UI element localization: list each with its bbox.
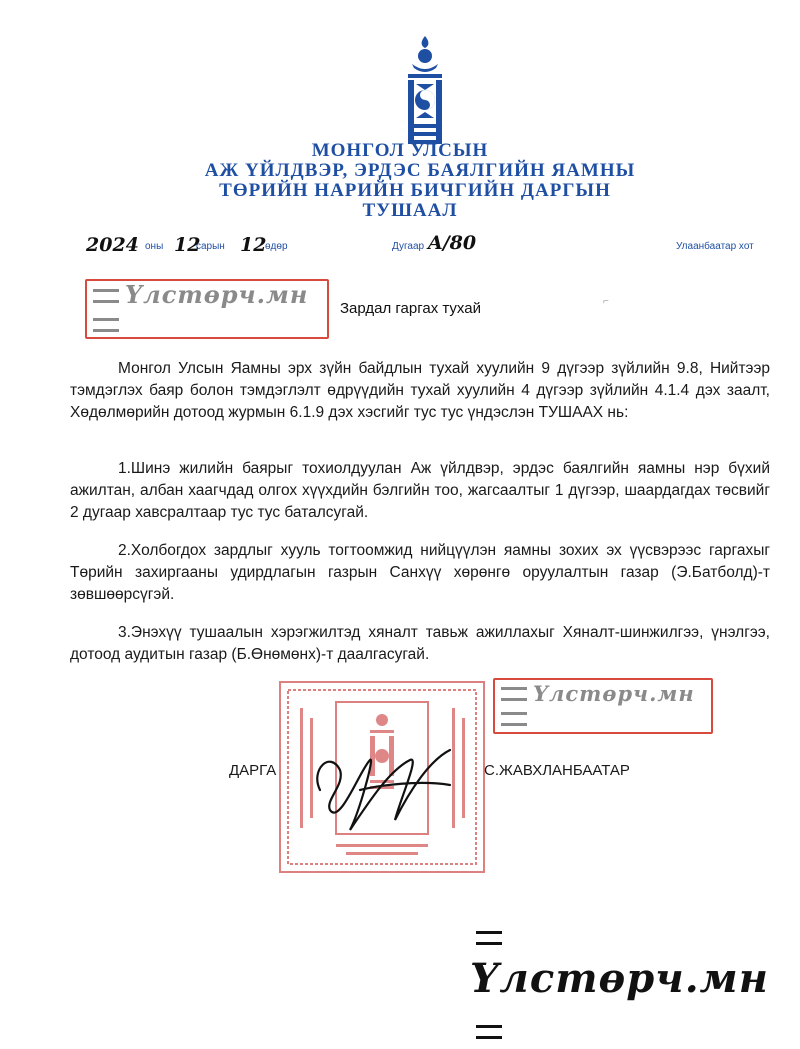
city-label: Улаанбаатар хот [676, 241, 754, 252]
date-month-label: сарын [196, 241, 225, 252]
watermark-text: Үлстөрч.мн [495, 681, 711, 731]
watermark-box [85, 279, 329, 339]
watermark-box [493, 678, 713, 734]
signatory-title: ДАРГА [229, 762, 277, 779]
signatory-name: С.ЖАВХЛАНБААТАР [484, 762, 630, 779]
handwritten-signature-icon [300, 730, 470, 850]
watermark-text: Үлстөрч.мн [87, 280, 327, 338]
date-year: 2024 [86, 234, 139, 256]
watermark-dash-icon [476, 1025, 502, 1039]
watermark-text: Үлстөрч.мн [470, 908, 790, 1049]
watermark-dash-icon [476, 931, 502, 945]
watermark-dash-icon [501, 687, 527, 701]
watermark-dash-icon [93, 318, 119, 332]
header-line-3: ТӨРИЙН НАРИЙН БИЧГИЙН ДАРГЫН [219, 180, 611, 201]
corner-mark-icon: ⌐ [603, 296, 609, 307]
date-day: 12 [240, 234, 267, 256]
number-label: Дугаар [392, 241, 425, 252]
date-day-label: өдөр [265, 241, 288, 252]
watermark-dash-icon [501, 712, 527, 726]
order-item-2: 2.Холбогдох зардлыг хууль тогтоомжид нийцүүлэн яамны зохих эх үүсвэрээс гаргахыг Төрийн захиргааны удирдлагын газрын Санхүү хөрөнгө оруулалтын газар (Э.Батболд)-т зөвшөөрсүгэй. [70, 542, 770, 603]
intro-paragraph: Монгол Улсын Яамны эрх зүйн байдлын тухай хуулийн 9 дүгээр зүйлийн 9.8, Нийтээр тэмдэглэх баяр болон тэмдэглэлт өдрүүдийн тухай хуулийн 4 дүгээр зүйлийн 4.1.4 дэх заалт, Хөдөлмөрийн дотоод журмын 6.1.9 дэх хэсгийг тус тус үндэслэн ТУШААХ нь: [70, 360, 770, 421]
footer-watermark [470, 948, 790, 1008]
subject-line: Зардал гаргах тухай [340, 300, 481, 317]
date-year-label: оны [145, 241, 164, 252]
soyombo-emblem-icon [398, 34, 452, 152]
date-month: 12 [174, 234, 201, 256]
header-line-1: МОНГОЛ УЛСЫН [311, 140, 489, 161]
header-line-4: ТУШААЛ [362, 200, 458, 221]
order-item-3: 3.Энэхүү тушаалын хэрэгжилтэд хяналт тавьж ажиллахыг Хяналт-шинжилгээ, үнэлгээ, дотоод аудитын газар (Б.Өнөмөнх)-т даалгасугай. [70, 624, 770, 663]
order-number: A/80 [428, 232, 477, 254]
header-line-2: АЖ ҮЙЛДВЭР, ЭРДЭС БАЯЛГИЙН ЯАМНЫ [204, 160, 636, 181]
watermark-dash-icon [93, 289, 119, 303]
order-item-1: 1.Шинэ жилийн баярыг тохиолдуулан Аж үйлдвэр, эрдэс баялгийн яамны нэр бүхий ажилтан, албан хаагчдад олгох хүүхдийн бэлгийн тоо, жагсаалтыг 1 дүгээр, шаардагдах төсвийг 2 дугаар хавсралтаар тус тус баталсугай. [70, 460, 770, 521]
